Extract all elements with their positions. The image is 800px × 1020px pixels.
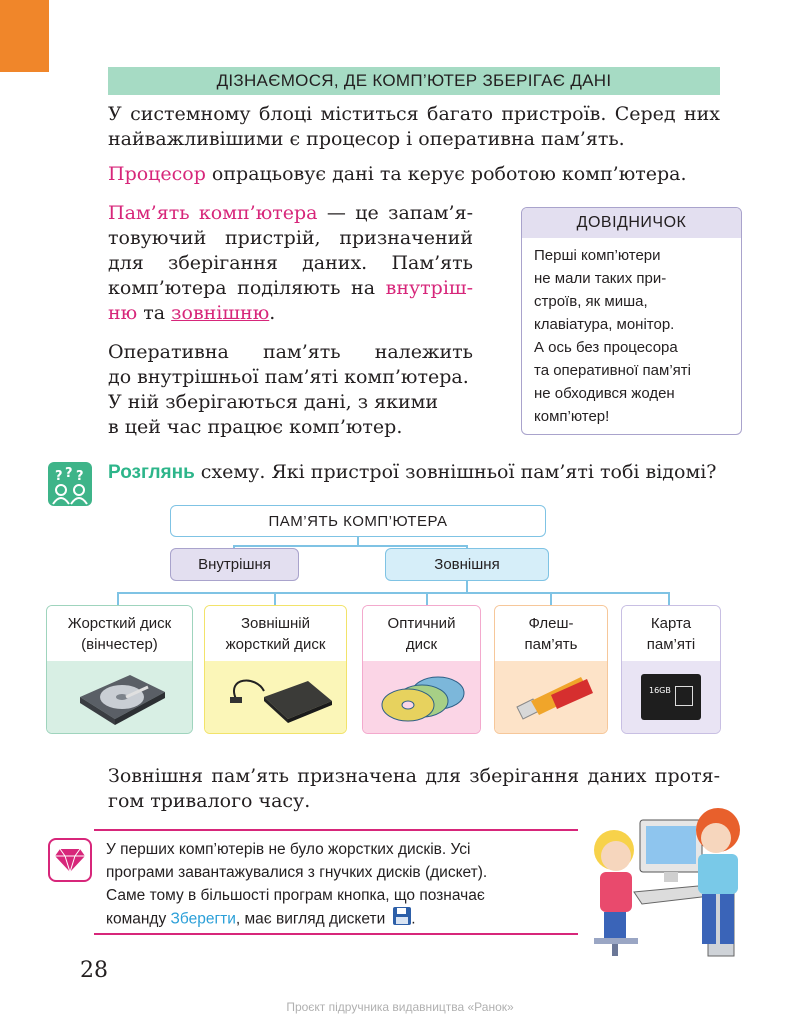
section-heading: ДІЗНАЄМОСЯ, ДЕ КОМП’ЮТЕР ЗБЕРІГАЄ ДАНІ [108,67,720,95]
note-line: клавіатура, монітор. [534,316,675,333]
ram-line-1: Оперативна пам’ять належить [108,341,473,363]
memory-line-2: товуючий пристрій, призначений [108,227,473,249]
intro-line-2: найважливішими є процесор і оперативна пам’ять. [108,128,625,150]
memory-root-box: ПАМ’ЯТЬ КОМП’ЮТЕРА [170,505,546,537]
external-memory-box: Зовнішня [385,548,549,581]
connector [117,592,119,605]
note-line: А ось без процесора [534,339,678,356]
save-link[interactable]: Зберегти [170,910,236,928]
card-label-line: Оптичний [387,614,456,632]
svg-text:?: ? [65,466,73,481]
connector [233,545,467,547]
external-disk-icon [205,661,346,733]
fact-line: команду [106,910,171,928]
note-title: ДОВІДНИЧОК [522,208,741,238]
card-label-line: Зовнішній [240,614,311,632]
card-flash-memory [494,605,608,734]
note-line: та оперативної пам’яті [534,362,691,379]
memory-line-3: для зберігання даних. Пам’ять [108,252,473,274]
card-hard-disk [46,605,193,734]
processor-paragraph [108,162,720,187]
fact-top-rule [94,829,578,831]
card-label [495,606,607,661]
card-label-line: Карта [650,614,692,632]
ext-line-1: Зовнішня пам’ять призначена для зберігання даних протя- [108,765,720,787]
processor-term: Процесор [108,163,206,185]
card-label-line: Жорсткий диск [67,614,172,632]
svg-text:?: ? [55,469,63,484]
processor-text: опрацьовує дані та керує роботою комп’ютера. [205,163,687,185]
corner-tab [0,0,49,72]
connector [117,592,670,594]
connector [274,592,276,605]
discuss-icon [48,462,92,506]
ram-line-4: в цей час працює комп’ютер. [108,416,403,438]
kids-at-computer-illustration [578,800,758,960]
card-label-line: жорсткий диск [225,635,326,653]
memory-line-4: комп’ютера поділяють на [108,277,386,299]
card-memory-card [621,605,721,734]
card-label [205,606,346,661]
task-lead: Розглянь [108,462,195,483]
page-number: 28 [80,958,108,983]
memory-card-icon [622,661,720,733]
svg-text:?: ? [76,469,84,484]
card-label-line: диск [405,635,438,653]
external-term: зовнішню [171,302,270,324]
fact-line: Саме тому в більшості програм кнопка, що позначає [106,887,485,904]
sd-logo [675,686,693,706]
note-body [522,238,741,428]
ram-paragraph [108,340,473,440]
task-text [108,460,748,485]
intro-paragraph [108,102,720,152]
card-optical-disk [362,605,481,734]
memory-term: Пам’ять комп’ютера [108,202,318,224]
fact-text: У перших комп’ютерів не було жорстких дисків. Усі програми завантажувалися з гнучких дисків (дискет). Саме тому в більшості програм кнопка, що позначає команду Зберегти, має вигляд дискети . [106,838,576,932]
card-label-line: (вінчестер) [81,635,158,653]
hard-disk-icon [47,661,192,733]
intro-line-1: У системному блоці міститься багато пристроїв. Серед них [108,103,720,125]
note-line: не мали таких при- [534,270,667,287]
card-label-line: пам’ять [524,635,578,653]
memory-period: . [269,302,276,324]
card-label [363,606,480,661]
sd-capacity-label: 16GB [649,686,671,695]
connector [426,592,428,605]
note-line: Перші комп’ютери [534,247,661,264]
note-line: комп’ютер! [534,408,610,425]
memory-and: та [137,302,172,324]
footer-text: Проєкт підручника видавництва «Ранок» [286,1000,514,1014]
note-line: не обходився жоден [534,385,675,402]
ext-line-2: гом тривалого часу. [108,790,311,812]
task-rest: схему. Які пристрої зовнішньої пам’яті тобі відомі? [194,461,717,483]
reference-note [521,207,742,435]
internal-term-a: внутріш- [385,277,473,299]
memory-line-1: — це запам’я- [317,202,473,224]
connector [550,592,552,605]
ram-line-3: У ній зберігаються дані, з якими [108,391,439,413]
internal-term-b: ню [108,302,138,324]
ram-line-2: до внутрішньої пам’яті комп’ютера. [108,366,469,388]
connector [668,592,670,605]
fact-line: У перших комп’ютерів не було жорстких дисків. Усі [106,841,471,858]
card-label-line: пам’яті [646,635,696,653]
card-external-disk [204,605,347,734]
card-label [47,606,192,661]
memory-paragraph [108,201,473,326]
fact-bottom-rule [94,933,578,935]
internal-memory-box: Внутрішня [170,548,299,581]
floppy-icon [393,907,411,932]
fact-line: , має вигляд дискети [235,910,386,928]
note-line: строїв, як миша, [534,293,648,310]
gem-icon [48,838,92,882]
card-label-line: Флеш- [528,614,574,632]
fact-line: програми завантажувалися з гнучких дисків (дискет). [106,864,488,881]
flash-drive-icon [495,661,607,733]
card-label [622,606,720,661]
optical-disk-icon [363,661,480,733]
